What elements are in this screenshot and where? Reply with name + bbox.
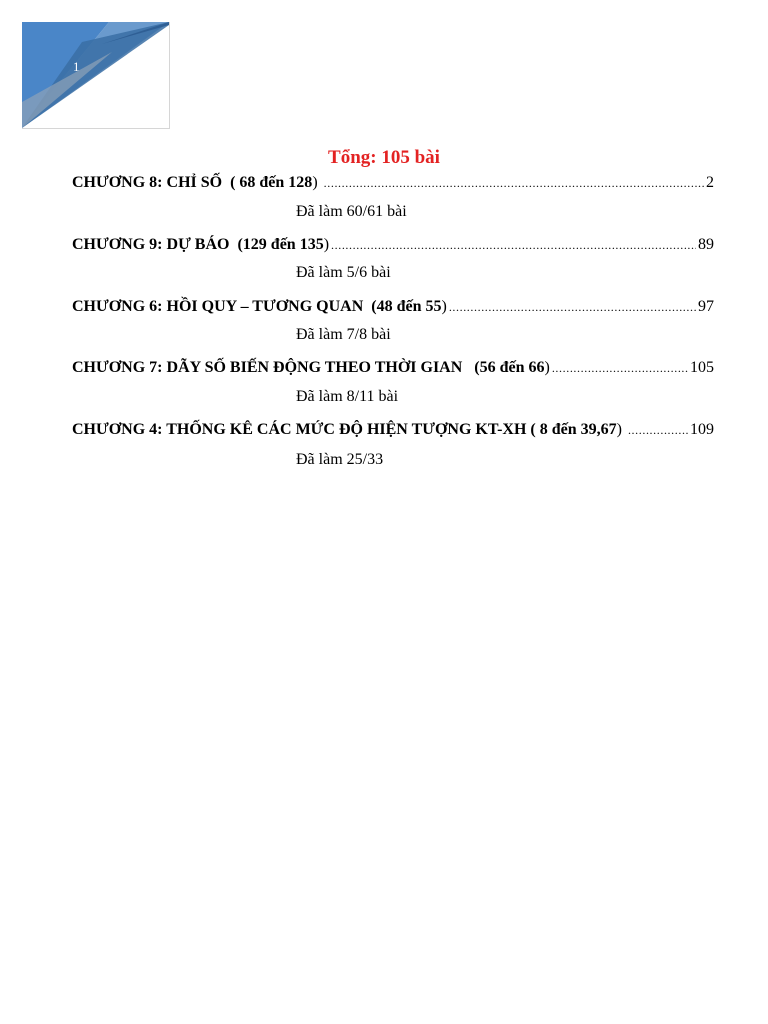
progress-text: Đã làm 60/61 bài <box>296 203 407 220</box>
page-number: 1 <box>73 59 80 74</box>
toc-title: CHƯƠNG 4: THỐNG KÊ CÁC MỨC ĐỘ HIỆN TƯỢNG KT-XH ( 8 đến 39,67) <box>72 421 626 438</box>
toc-entry[interactable] <box>72 357 714 379</box>
toc-entry[interactable] <box>72 419 714 441</box>
toc-leader-dots <box>552 357 688 379</box>
toc-leader-dots <box>449 296 696 318</box>
toc-title: CHƯƠNG 9: DỰ BÁO (129 đến 135) <box>72 236 330 253</box>
toc-title: CHƯƠNG 8: CHỈ SỐ ( 68 đến 128) <box>72 174 322 191</box>
toc-page-number: 105 <box>690 359 714 376</box>
toc-entry[interactable] <box>72 234 714 256</box>
toc-page-number: 2 <box>706 174 714 191</box>
corner-decoration <box>22 22 170 129</box>
toc-entry[interactable] <box>72 296 714 318</box>
toc-leader-dots <box>324 172 704 194</box>
toc-page-number: 97 <box>698 298 714 315</box>
progress-text: Đã làm 25/33 <box>296 451 384 468</box>
progress-text: Đã làm 5/6 bài <box>296 264 391 281</box>
toc-page-number: 109 <box>690 421 714 438</box>
toc-title: CHƯƠNG 6: HỒI QUY – TƯƠNG QUAN (48 đến 55) <box>72 298 447 315</box>
toc-entry[interactable] <box>72 172 714 194</box>
toc-page-number: 89 <box>698 236 714 253</box>
toc-title: CHƯƠNG 7: DÃY SỐ BIẾN ĐỘNG THEO THỜI GIAN (56 đến 66) <box>72 359 550 376</box>
toc-leader-dots <box>628 419 688 441</box>
progress-text: Đã làm 7/8 bài <box>296 326 391 343</box>
progress-text: Đã làm 8/11 bài <box>296 388 399 405</box>
total-heading: Tổng: 105 bài <box>328 147 440 168</box>
corner-graphic <box>22 22 169 128</box>
toc-leader-dots <box>331 234 696 256</box>
